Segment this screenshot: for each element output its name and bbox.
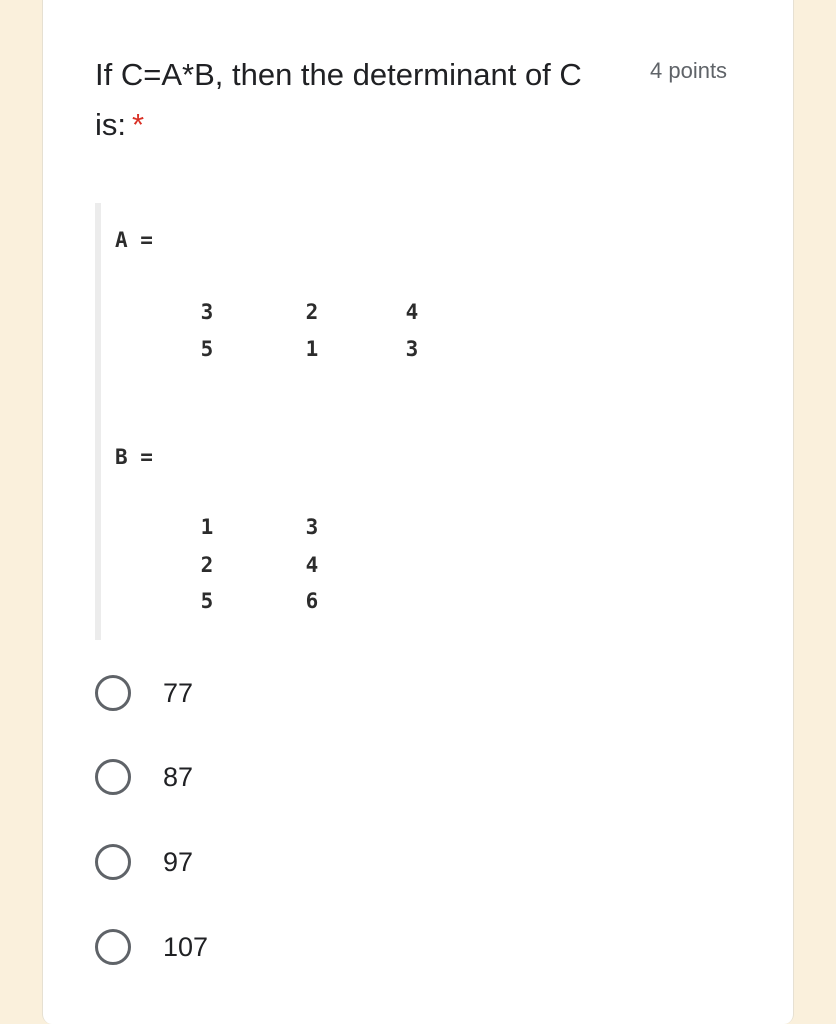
radio-circle-icon[interactable] [95, 675, 131, 711]
radio-circle-icon[interactable] [95, 844, 131, 880]
option-label: 77 [163, 677, 194, 708]
radio-circle-icon[interactable] [95, 929, 131, 965]
matrix-a-cell: 5 [200, 337, 214, 361]
matrix-a-cell: 3 [405, 337, 419, 361]
option-radio-97[interactable] [95, 840, 193, 884]
question-text: If C=A*B, then the determinant of C is: [95, 57, 582, 142]
matrix-b-label: B = [115, 445, 153, 469]
option-radio-107[interactable] [95, 925, 208, 969]
matrix-a-cell: 2 [305, 300, 319, 324]
points-label: 4 points [650, 58, 728, 83]
question-title [95, 50, 630, 150]
matrix-b-cell: 3 [305, 515, 319, 539]
matrix-b-cell: 4 [305, 553, 319, 577]
matrix-a-cell: 4 [405, 300, 419, 324]
matrix-image [95, 203, 435, 640]
matrix-b-cell: 2 [200, 553, 214, 577]
required-marker: * [132, 107, 145, 142]
option-label: 107 [163, 931, 209, 962]
radio-circle-icon[interactable] [95, 759, 131, 795]
option-radio-77[interactable] [95, 671, 193, 715]
matrix-a-label: A = [115, 228, 153, 252]
matrix-b-cell: 5 [200, 589, 214, 613]
matrix-a-cell: 1 [305, 337, 319, 361]
matrix-a-cell: 3 [200, 300, 214, 324]
option-radio-87[interactable] [95, 755, 193, 799]
option-label: 87 [163, 761, 194, 792]
matrix-b-cell: 1 [200, 515, 214, 539]
option-label: 97 [163, 846, 194, 877]
matrix-b-cell: 6 [305, 589, 319, 613]
